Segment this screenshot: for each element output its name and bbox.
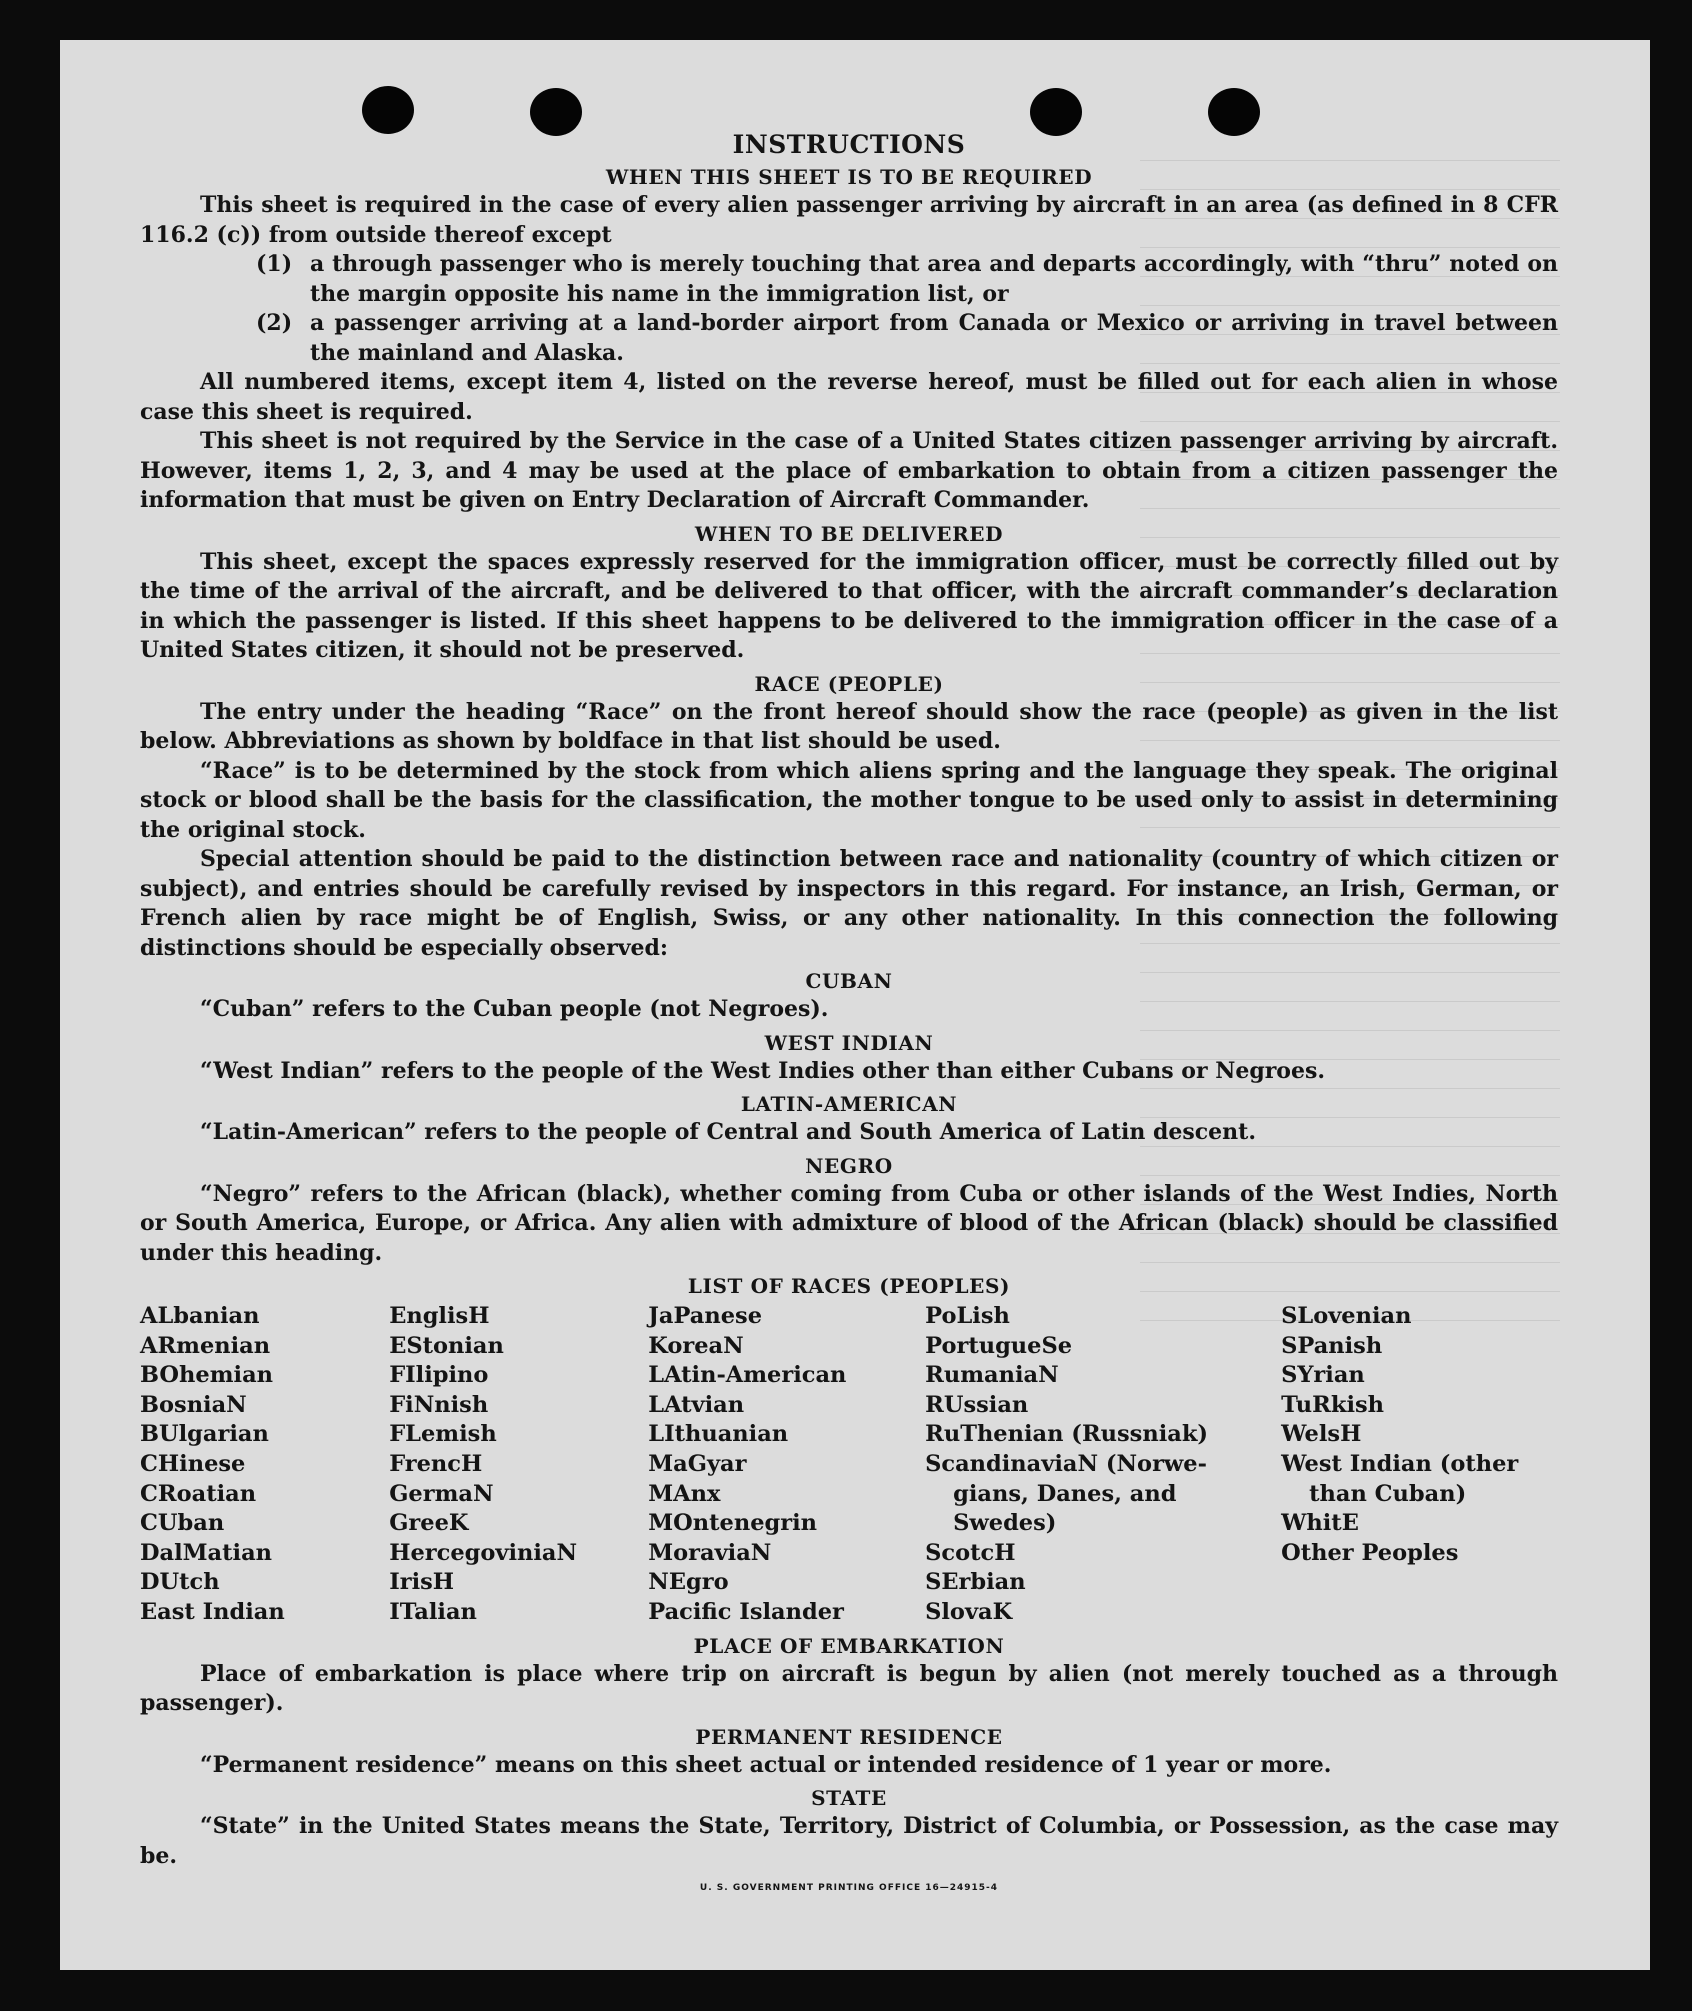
race-entry: GermaN (389, 1480, 494, 1507)
race-entry: CRoatian (140, 1480, 257, 1507)
heading-negro: NEGRO (805, 1153, 893, 1178)
race-entry: TuRkish (1281, 1391, 1385, 1418)
punch-hole (530, 88, 582, 136)
race-entry: DalMatian (140, 1539, 273, 1566)
paragraph: “West Indian” refers to the people of the West Indies other than either Cubans or Negroes. (200, 1057, 1326, 1084)
paragraph: “State” in the United States means the State, Territory, District of Columbia, or Possession, as the case may be. (140, 1813, 1558, 1869)
race-entry: SErbian (925, 1569, 1026, 1596)
race-entry: SLovenian (1281, 1303, 1412, 1329)
race-entry: EStonian (389, 1332, 504, 1359)
heading-cuban: CUBAN (805, 969, 893, 993)
heading-permanent-residence: PERMANENT RESIDENCE (695, 1724, 1003, 1749)
race-entry: LIthuanian (648, 1421, 789, 1448)
paragraph: This sheet is required in the case of every alien passenger arriving by aircraft in an area (as defined in 8 CFR 116.2 (c)) from outside thereof except (140, 192, 1558, 248)
race-entry: GreeK (389, 1510, 469, 1537)
race-entry: RUssian (925, 1391, 1029, 1418)
race-entry: gians, Danes, and (953, 1480, 1177, 1507)
printer-imprint: U. S. GOVERNMENT PRINTING OFFICE 16—24915-4 (699, 1883, 999, 1894)
race-entry: PortugueSe (925, 1332, 1073, 1359)
punch-hole (1208, 88, 1260, 136)
races-column (389, 1302, 648, 1628)
race-entry: ScotcH (925, 1539, 1016, 1566)
race-entry: MaGyar (648, 1450, 747, 1477)
race-entry: CUban (140, 1510, 225, 1537)
item-number: (1) (256, 251, 293, 277)
race-entry: ScandinaviaN (Norwe- (925, 1450, 1207, 1477)
paragraph: This sheet is not required by the Service in the case of a United States citizen passenger arriving by aircraft. However, items 1, 2, 3, and 4 may be used at the place of embarkation to obtain from a citizen passenger the information that must be given on Entry Declaration of Aircraft Commander. (140, 428, 1558, 513)
race-entry: BOhemian (140, 1362, 274, 1389)
race-entry: ARmenian (140, 1332, 271, 1359)
heading-list-of-races: LIST OF RACES (PEOPLES) (687, 1274, 1011, 1298)
paragraph: Place of embarkation is place where trip on aircraft is begun by alien (not merely touched as a through passenger). (140, 1660, 1558, 1717)
races-column (1281, 1302, 1558, 1628)
paragraph: This sheet, except the spaces expressly reserved for the immigration officer, must be correctly filled out by the time of the arrival of the aircraft, and be delivered to that officer, with the aircraft commander’s declaration in which the passenger is listed. If this sheet happens to be delivered to the immigration officer in the case of a United States citizen, it should not be preserved. (140, 548, 1558, 663)
race-entry: RuThenian (Russniak) (925, 1421, 1209, 1448)
race-entry: HercegoviniaN (389, 1539, 578, 1566)
race-entry: SlovaK (925, 1598, 1013, 1625)
race-entry: BUlgarian (140, 1421, 269, 1448)
punch-hole (362, 86, 414, 134)
heading-race: RACE (PEOPLE) (754, 671, 944, 696)
paragraph: Special attention should be paid to the distinction between race and nationality (country of which citizen or subject), and entries should be carefully revised by inspectors in this regard. For instance, an Irish, German, or French alien by race might be of English, Swiss, or any other nationality. In this connection the following distinctions should be especially observed: (140, 846, 1558, 961)
race-entry: ALbanian (140, 1303, 260, 1329)
race-entry: CHinese (140, 1450, 246, 1477)
paragraph: “Race” is to be determined by the stock from which aliens spring and the language they speak. The original stock or blood shall be the basis for the classification, the mother tongue to be used only to assist in determining the original stock. (140, 757, 1558, 843)
race-entry: LAtin-American (648, 1362, 847, 1389)
race-entry: MAnx (648, 1480, 721, 1507)
item-number: (2) (256, 310, 293, 336)
race-entry: Pacific Islander (648, 1598, 844, 1625)
race-entry: East Indian (140, 1598, 285, 1625)
heading-when-required: WHEN THIS SHEET IS TO BE REQUIRED (605, 165, 1093, 189)
item-text: a through passenger who is merely touching that area and departs accordingly, with “thru” noted on the margin opposite his name in the immigration list, or (310, 251, 1558, 307)
punch-hole (1030, 88, 1082, 136)
race-entry: BosniaN (140, 1391, 247, 1418)
race-entry: FLemish (389, 1421, 497, 1448)
race-entry: KoreaN (648, 1332, 744, 1359)
race-entry: ITalian (389, 1598, 477, 1625)
race-entry: SPanish (1281, 1332, 1383, 1359)
heading-state: STATE (811, 1786, 887, 1811)
race-entry: PoLish (925, 1303, 1010, 1329)
races-column (925, 1302, 1281, 1628)
race-entry: DUtch (140, 1569, 220, 1596)
race-entry: IrisH (389, 1569, 455, 1596)
race-entry: FIlipino (389, 1362, 489, 1389)
list-item (256, 309, 1558, 368)
race-entry: EnglisH (389, 1303, 490, 1329)
paragraph: “Cuban” refers to the Cuban people (not Negroes). (200, 996, 829, 1022)
heading-west-indian: WEST INDIAN (764, 1030, 934, 1055)
paragraph: “Permanent residence” means on this sheet actual or intended residence of 1 year or more. (200, 1751, 1332, 1778)
page-title: INSTRUCTIONS (732, 130, 966, 159)
race-entry: Swedes) (953, 1510, 1057, 1537)
race-entry: FiNnish (389, 1391, 489, 1418)
heading-embarkation: PLACE OF EMBARKATION (693, 1633, 1005, 1658)
race-entry: MOntenegrin (648, 1510, 818, 1537)
race-entry: RumaniaN (925, 1362, 1059, 1389)
paragraph: The entry under the heading “Race” on the front hereof should show the race (people) as given in the list below. Abbreviations as shown by boldface in that list should be used. (140, 698, 1558, 754)
race-entry: SYrian (1281, 1362, 1365, 1389)
races-column (140, 1302, 389, 1628)
race-entry: NEgro (648, 1569, 729, 1596)
paragraph: “Latin-American” refers to the people of Central and South America of Latin descent. (200, 1119, 1256, 1145)
paragraph: “Negro” refers to the African (black), whether coming from Cuba or other islands of the West Indies, North or South America, Europe, or Africa. Any alien with admixture of blood of the African (black) should be classified under this heading. (140, 1180, 1558, 1266)
races-table (140, 1302, 1558, 1628)
heading-when-delivered: WHEN TO BE DELIVERED (694, 521, 1004, 546)
races-column (648, 1302, 925, 1628)
list-item (256, 250, 1558, 309)
race-entry: MoraviaN (648, 1539, 772, 1566)
paragraph: All numbered items, except item 4, listed on the reverse hereof, must be filled out for each alien in whose case this sheet is required. (140, 369, 1558, 425)
race-entry: Other Peoples (1281, 1539, 1459, 1566)
race-entry: LAtvian (648, 1391, 745, 1418)
race-entry: JaPanese (648, 1303, 763, 1329)
race-entry: West Indian (other (1281, 1450, 1519, 1477)
document-sheet (60, 40, 1650, 1970)
race-entry: WelsH (1281, 1421, 1362, 1448)
heading-latin-american: LATIN-AMERICAN (740, 1092, 958, 1116)
race-entry: FrencH (389, 1450, 483, 1477)
race-entry: than Cuban) (1309, 1480, 1467, 1507)
item-text: a passenger arriving at a land-border airport from Canada or Mexico or arriving in travel between the mainland and Alaska. (310, 310, 1558, 366)
race-entry: WhitE (1281, 1510, 1359, 1537)
